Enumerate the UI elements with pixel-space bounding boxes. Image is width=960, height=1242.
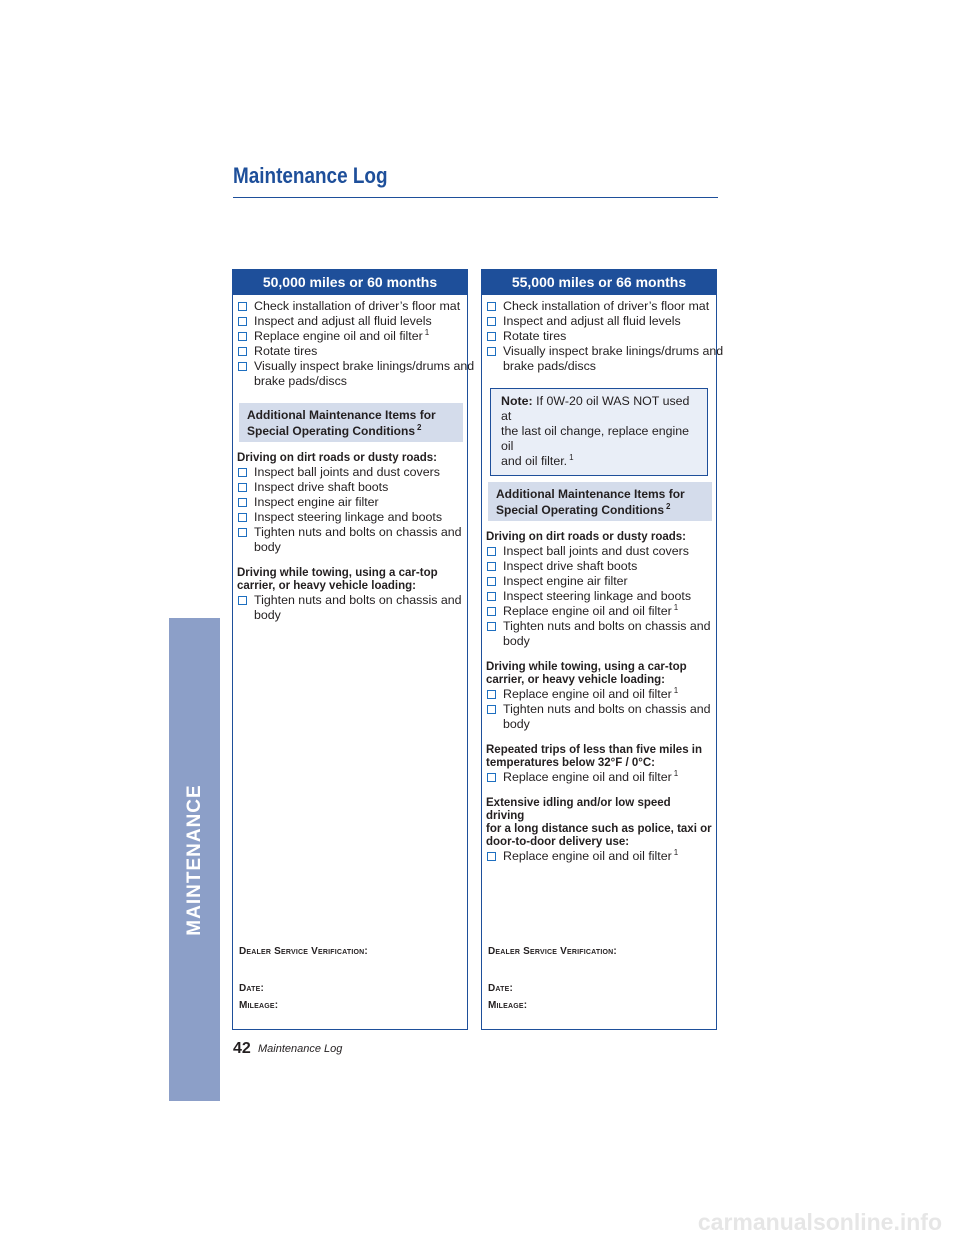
condition-heading: Driving on dirt roads or dusty roads: (237, 452, 437, 464)
footnote-ref: 1 (673, 769, 679, 778)
checklist-item[interactable]: Inspect steering linkage and boots (486, 589, 712, 604)
checklist-item[interactable]: Inspect steering linkage and boots (237, 510, 463, 525)
checklist (486, 849, 712, 864)
checklist-item[interactable]: Rotate tires (237, 344, 463, 359)
side-tab-label: MAINTENANCE (183, 783, 205, 936)
footnote-ref: 2 (417, 423, 422, 432)
checklist-item[interactable]: Tighten nuts and bolts on chassis and body (486, 619, 712, 649)
page-title: Maintenance Log (233, 163, 388, 188)
checklist-item[interactable]: Inspect drive shaft boots (486, 559, 712, 574)
panel-body (233, 295, 475, 623)
condition-heading: Driving while towing, using a car-top carrier, or heavy vehicle loading: (237, 567, 438, 592)
checklist (486, 544, 712, 649)
checklist-item[interactable]: Replace engine oil and oil filter $^1$ (486, 604, 712, 619)
checklist (486, 299, 724, 374)
footer-section-title: Maintenance Log (258, 1043, 343, 1055)
special-conditions-box: Additional Maintenance Items for Special Operating Conditions $^2$ (488, 482, 712, 521)
dealer-verification-label: Dealer Service Verification: (488, 946, 617, 957)
checklist-item[interactable]: Inspect drive shaft boots (237, 480, 463, 495)
date-label: Date: (239, 983, 265, 994)
checklist (486, 770, 712, 785)
condition-heading: Extensive idling and/or low speed driving for a long distance such as police, taxi or door-to-door delivery use: (486, 797, 712, 848)
checklist-item[interactable]: Replace engine oil and oil filter $^1$ (486, 770, 712, 785)
special-conditions-box: Additional Maintenance Items for Special Operating Conditions $^2$ (239, 403, 463, 442)
checklist-item[interactable]: Check installation of driver’s floor mat (486, 299, 712, 314)
oil-note-box: Note: If 0W-20 oil WAS NOT used at the last oil change, replace engine oil and oil filter. $^1$ (490, 388, 708, 476)
condition-heading: Driving while towing, using a car-top carrier, or heavy vehicle loading: (486, 661, 687, 686)
maintenance-panel-55000 (481, 269, 724, 1030)
checklist-item[interactable]: Replace engine oil and oil filter $^1$ (237, 329, 463, 344)
panel-header: 50,000 miles or 60 months (233, 270, 467, 295)
footnote-ref: 1 (673, 603, 679, 612)
condition-heading: Driving on dirt roads or dusty roads: (486, 531, 686, 543)
checklist-item[interactable]: Inspect engine air filter (237, 495, 463, 510)
checklist (237, 593, 463, 623)
checklist-item[interactable]: Tighten nuts and bolts on chassis and body (237, 593, 463, 623)
footnote-ref: 1 (424, 328, 430, 337)
dealer-verification-label: Dealer Service Verification: (239, 946, 368, 957)
condition-heading: Repeated trips of less than five miles in temperatures below 32°F / 0°C: (486, 744, 703, 769)
checklist-item[interactable]: Inspect and adjust all fluid levels (486, 314, 712, 329)
title-divider (233, 197, 718, 198)
date-label: Date: (488, 983, 514, 994)
checklist-item[interactable]: Replace engine oil and oil filter $^1$ (486, 849, 712, 864)
footnote-ref: 1 (569, 453, 574, 462)
page-number: 42 (233, 1040, 251, 1057)
checklist-item[interactable]: Tighten nuts and bolts on chassis and body (486, 702, 712, 732)
checklist-item[interactable]: Tighten nuts and bolts on chassis and body (237, 525, 463, 555)
checklist-item[interactable]: Check installation of driver’s floor mat (237, 299, 463, 314)
checklist-item[interactable]: Replace engine oil and oil filter $^1$ (486, 687, 712, 702)
checklist-item[interactable]: Inspect and adjust all fluid levels (237, 314, 463, 329)
note-label: Note: (501, 394, 533, 408)
footnote-ref: 1 (673, 686, 679, 695)
panel-header: 55,000 miles or 66 months (482, 270, 716, 295)
checklist-item[interactable]: Visually inspect brake linings/drums and brake pads/discs (237, 359, 463, 389)
checklist (237, 299, 475, 389)
panel-body (482, 295, 724, 864)
checklist-item[interactable]: Rotate tires (486, 329, 712, 344)
checklist-item[interactable]: Visually inspect brake linings/drums and brake pads/discs (486, 344, 712, 374)
footnote-ref: 1 (673, 848, 679, 857)
mileage-label: Mileage: (239, 1000, 279, 1011)
checklist (237, 465, 463, 555)
checklist-item[interactable]: Inspect ball joints and dust covers (237, 465, 463, 480)
checklist-item[interactable]: Inspect engine air filter (486, 574, 712, 589)
section-side-tab (169, 618, 220, 1101)
maintenance-panel-50000 (232, 269, 475, 1030)
footnote-ref: 2 (666, 502, 671, 511)
watermark: carmanualsonline.info (697, 1209, 942, 1235)
mileage-label: Mileage: (488, 1000, 528, 1011)
checklist (486, 687, 712, 732)
checklist-item[interactable]: Inspect ball joints and dust covers (486, 544, 712, 559)
